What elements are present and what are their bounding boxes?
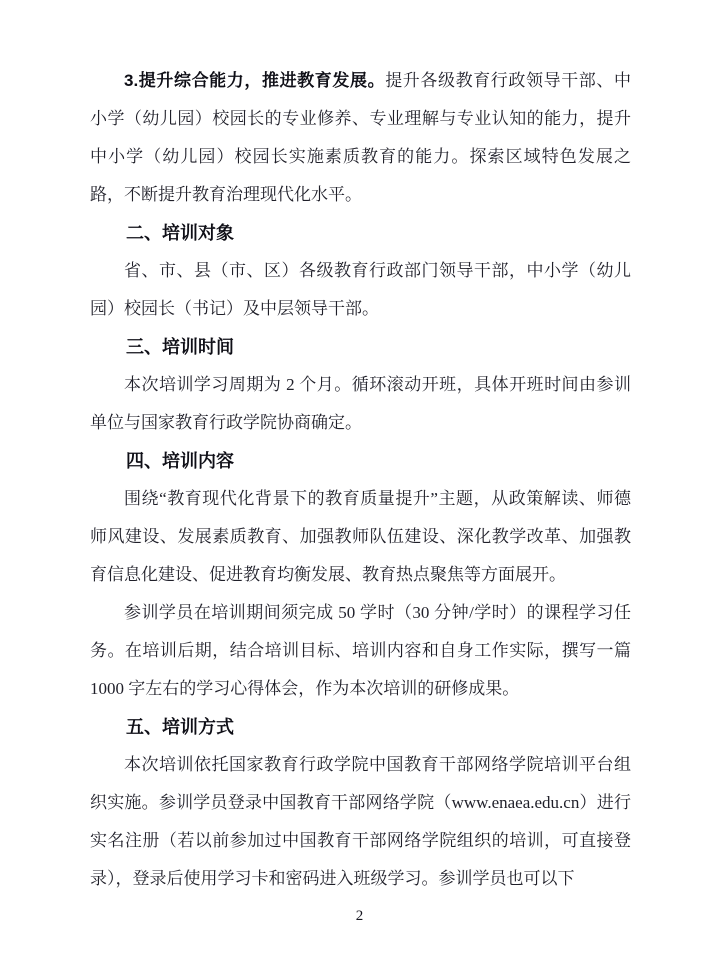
paragraph-training-target: 省、市、县（市、区）各级教育行政部门领导干部，中小学（幼儿园）校园长（书记）及中层领导干部。	[90, 261, 631, 318]
heading-training-content: 四、培训内容	[126, 451, 234, 471]
heading-training-time: 三、培训时间	[126, 337, 234, 357]
heading-training-target: 二、培训对象	[126, 223, 234, 243]
paragraph-point-3-bold-lead: 3.提升综合能力，推进教育发展。	[124, 71, 386, 90]
page-number: 2	[355, 908, 364, 924]
paragraph-training-content-requirements: 参训学员在培训期间须完成 50 学时（30 分钟/学时）的课程学习任务。在培训后期，结合培训目标、培训内容和自身工作实际，撰写一篇 1000 字左右的学习心得体会，作为本次培训的研修成果。	[90, 603, 631, 698]
paragraph-point-3	[90, 62, 631, 214]
paragraph-point-3-body: 提升各级教育行政领导干部、中小学（幼儿园）校园长的专业修养、专业理解与专业认知的能力，提升中小学（幼儿园）校园长实施素质教育的能力。探索区域特色发展之路，不断提升教育治理现代化水平。	[90, 71, 631, 204]
heading-training-method: 五、培训方式	[126, 717, 234, 737]
paragraph-training-method: 本次培训依托国家教育行政学院中国教育干部网络学院培训平台组织实施。参训学员登录中国教育干部网络学院（www.enaea.edu.cn）进行实名注册（若以前参加过中国教育干部网络学院组织的培训，可直接登录），登录后使用学习卡和密码进入班级学习。参训学员也可以下	[90, 755, 631, 888]
paragraph-training-content-theme: 围绕“教育现代化背景下的教育质量提升”主题，从政策解读、师德师风建设、发展素质教育、加强教师队伍建设、深化教学改革、加强教育信息化建设、促进教育均衡发展、教育热点聚焦等方面展开。	[90, 489, 631, 584]
paragraph-training-time: 本次培训学习周期为 2 个月。循环滚动开班，具体开班时间由参训单位与国家教育行政学院协商确定。	[90, 375, 631, 432]
